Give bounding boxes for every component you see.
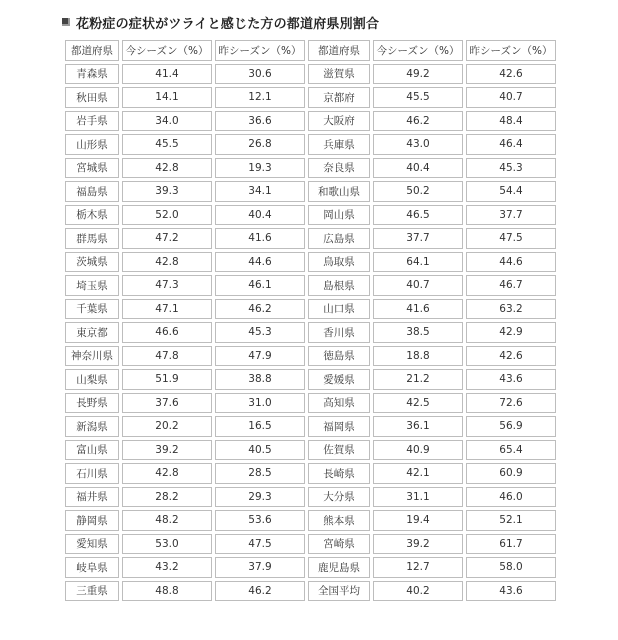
this-season-cell: 20.2: [122, 416, 212, 437]
prefecture-cell: 大分県: [308, 487, 370, 508]
this-season-cell: 46.6: [122, 322, 212, 343]
last-season-cell: 63.2: [466, 299, 556, 320]
this-season-cell: 45.5: [373, 87, 463, 108]
table-row: [65, 87, 556, 108]
last-season-cell: 42.6: [466, 64, 556, 85]
this-season-cell: 47.1: [122, 299, 212, 320]
prefecture-cell: 山梨県: [65, 369, 119, 390]
last-season-cell: 46.4: [466, 134, 556, 155]
last-season-cell: 40.5: [215, 440, 305, 461]
prefecture-cell: 愛媛県: [308, 369, 370, 390]
this-season-cell: 40.4: [373, 158, 463, 179]
header-last-season-left: 昨シーズン（%）: [215, 40, 305, 61]
prefecture-cell: 熊本県: [308, 510, 370, 531]
prefecture-cell: 鳥取県: [308, 252, 370, 273]
last-season-cell: 45.3: [466, 158, 556, 179]
this-season-cell: 28.2: [122, 487, 212, 508]
prefecture-cell: 福岡県: [308, 416, 370, 437]
this-season-cell: 18.8: [373, 346, 463, 367]
prefecture-cell: 秋田県: [65, 87, 119, 108]
prefecture-cell: 福井県: [65, 487, 119, 508]
prefecture-cell: 島根県: [308, 275, 370, 296]
this-season-cell: 47.8: [122, 346, 212, 367]
prefecture-cell: 千葉県: [65, 299, 119, 320]
prefecture-cell: 滋賀県: [308, 64, 370, 85]
table-body: [65, 64, 556, 602]
table-row: [65, 275, 556, 296]
table-row: [65, 346, 556, 367]
this-season-cell: 43.0: [373, 134, 463, 155]
table-row: [65, 134, 556, 155]
prefecture-cell: 大阪府: [308, 111, 370, 132]
last-season-cell: 40.7: [466, 87, 556, 108]
prefecture-cell: 栃木県: [65, 205, 119, 226]
prefecture-cell: 福島県: [65, 181, 119, 202]
prefecture-cell: 茨城県: [65, 252, 119, 273]
this-season-cell: 47.3: [122, 275, 212, 296]
last-season-cell: 58.0: [466, 557, 556, 578]
this-season-cell: 45.5: [122, 134, 212, 155]
prefecture-ratio-table: [62, 37, 559, 604]
last-season-cell: 52.1: [466, 510, 556, 531]
last-season-cell: 36.6: [215, 111, 305, 132]
last-season-cell: 72.6: [466, 393, 556, 414]
prefecture-cell: 鹿児島県: [308, 557, 370, 578]
prefecture-cell: 香川県: [308, 322, 370, 343]
last-season-cell: 54.4: [466, 181, 556, 202]
last-season-cell: 44.6: [466, 252, 556, 273]
prefecture-cell: 群馬県: [65, 228, 119, 249]
prefecture-cell: 岐阜県: [65, 557, 119, 578]
last-season-cell: 43.6: [466, 581, 556, 602]
table-row: [65, 487, 556, 508]
prefecture-cell: 全国平均: [308, 581, 370, 602]
last-season-cell: 41.6: [215, 228, 305, 249]
this-season-cell: 49.2: [373, 64, 463, 85]
this-season-cell: 52.0: [122, 205, 212, 226]
last-season-cell: 16.5: [215, 416, 305, 437]
this-season-cell: 40.7: [373, 275, 463, 296]
this-season-cell: 39.2: [373, 534, 463, 555]
table-row: [65, 228, 556, 249]
last-season-cell: 19.3: [215, 158, 305, 179]
this-season-cell: 51.9: [122, 369, 212, 390]
prefecture-cell: 埼玉県: [65, 275, 119, 296]
header-this-season-left: 今シーズン（%）: [122, 40, 212, 61]
table-row: [65, 393, 556, 414]
prefecture-cell: 青森県: [65, 64, 119, 85]
last-season-cell: 28.5: [215, 463, 305, 484]
last-season-cell: 42.9: [466, 322, 556, 343]
table-row: [65, 111, 556, 132]
last-season-cell: 12.1: [215, 87, 305, 108]
last-season-cell: 29.3: [215, 487, 305, 508]
last-season-cell: 56.9: [466, 416, 556, 437]
prefecture-cell: 高知県: [308, 393, 370, 414]
last-season-cell: 61.7: [466, 534, 556, 555]
prefecture-cell: 新潟県: [65, 416, 119, 437]
last-season-cell: 30.6: [215, 64, 305, 85]
last-season-cell: 45.3: [215, 322, 305, 343]
prefecture-cell: 広島県: [308, 228, 370, 249]
last-season-cell: 47.5: [215, 534, 305, 555]
prefecture-cell: 岡山県: [308, 205, 370, 226]
last-season-cell: 43.6: [466, 369, 556, 390]
last-season-cell: 47.5: [466, 228, 556, 249]
table-row: [65, 322, 556, 343]
prefecture-cell: 岩手県: [65, 111, 119, 132]
table-row: [65, 510, 556, 531]
prefecture-cell: 京都府: [308, 87, 370, 108]
last-season-cell: 42.6: [466, 346, 556, 367]
prefecture-cell: 山口県: [308, 299, 370, 320]
prefecture-cell: 石川県: [65, 463, 119, 484]
this-season-cell: 14.1: [122, 87, 212, 108]
last-season-cell: 65.4: [466, 440, 556, 461]
table-row: [65, 581, 556, 602]
prefecture-cell: 徳島県: [308, 346, 370, 367]
prefecture-cell: 宮崎県: [308, 534, 370, 555]
table-row: [65, 534, 556, 555]
table-row: [65, 463, 556, 484]
this-season-cell: 40.9: [373, 440, 463, 461]
table-row: [65, 181, 556, 202]
last-season-cell: 44.6: [215, 252, 305, 273]
last-season-cell: 48.4: [466, 111, 556, 132]
prefecture-cell: 長野県: [65, 393, 119, 414]
this-season-cell: 48.8: [122, 581, 212, 602]
last-season-cell: 31.0: [215, 393, 305, 414]
table-row: [65, 205, 556, 226]
this-season-cell: 34.0: [122, 111, 212, 132]
prefecture-cell: 兵庫県: [308, 134, 370, 155]
this-season-cell: 37.7: [373, 228, 463, 249]
this-season-cell: 36.1: [373, 416, 463, 437]
this-season-cell: 31.1: [373, 487, 463, 508]
this-season-cell: 41.4: [122, 64, 212, 85]
square-bullet-icon: [62, 18, 70, 26]
last-season-cell: 34.1: [215, 181, 305, 202]
header-prefecture-right: 都道府県: [308, 40, 370, 61]
table-row: [65, 64, 556, 85]
prefecture-cell: 静岡県: [65, 510, 119, 531]
last-season-cell: 46.0: [466, 487, 556, 508]
this-season-cell: 53.0: [122, 534, 212, 555]
table-row: [65, 252, 556, 273]
this-season-cell: 42.8: [122, 158, 212, 179]
prefecture-cell: 長崎県: [308, 463, 370, 484]
table-row: [65, 158, 556, 179]
page-title: 花粉症の症状がツライと感じた方の都道府県別割合: [76, 16, 380, 32]
this-season-cell: 48.2: [122, 510, 212, 531]
title-row: [62, 13, 379, 31]
table-row: [65, 299, 556, 320]
this-season-cell: 46.5: [373, 205, 463, 226]
this-season-cell: 42.5: [373, 393, 463, 414]
last-season-cell: 46.2: [215, 581, 305, 602]
this-season-cell: 21.2: [373, 369, 463, 390]
this-season-cell: 12.7: [373, 557, 463, 578]
table-row: [65, 440, 556, 461]
this-season-cell: 50.2: [373, 181, 463, 202]
last-season-cell: 38.8: [215, 369, 305, 390]
this-season-cell: 39.3: [122, 181, 212, 202]
prefecture-cell: 佐賀県: [308, 440, 370, 461]
last-season-cell: 46.1: [215, 275, 305, 296]
this-season-cell: 42.1: [373, 463, 463, 484]
prefecture-cell: 東京都: [65, 322, 119, 343]
table-row: [65, 557, 556, 578]
table-header-row: [65, 40, 556, 61]
last-season-cell: 37.9: [215, 557, 305, 578]
last-season-cell: 53.6: [215, 510, 305, 531]
this-season-cell: 38.5: [373, 322, 463, 343]
this-season-cell: 42.8: [122, 252, 212, 273]
this-season-cell: 46.2: [373, 111, 463, 132]
this-season-cell: 42.8: [122, 463, 212, 484]
this-season-cell: 43.2: [122, 557, 212, 578]
last-season-cell: 47.9: [215, 346, 305, 367]
prefecture-cell: 奈良県: [308, 158, 370, 179]
last-season-cell: 26.8: [215, 134, 305, 155]
this-season-cell: 47.2: [122, 228, 212, 249]
table-row: [65, 416, 556, 437]
this-season-cell: 41.6: [373, 299, 463, 320]
prefecture-cell: 愛知県: [65, 534, 119, 555]
prefecture-cell: 宮城県: [65, 158, 119, 179]
prefecture-cell: 山形県: [65, 134, 119, 155]
prefecture-cell: 富山県: [65, 440, 119, 461]
last-season-cell: 46.7: [466, 275, 556, 296]
this-season-cell: 39.2: [122, 440, 212, 461]
header-last-season-right: 昨シーズン（%）: [466, 40, 556, 61]
prefecture-cell: 和歌山県: [308, 181, 370, 202]
this-season-cell: 37.6: [122, 393, 212, 414]
last-season-cell: 46.2: [215, 299, 305, 320]
prefecture-cell: 神奈川県: [65, 346, 119, 367]
this-season-cell: 64.1: [373, 252, 463, 273]
this-season-cell: 40.2: [373, 581, 463, 602]
header-prefecture-left: 都道府県: [65, 40, 119, 61]
last-season-cell: 60.9: [466, 463, 556, 484]
header-this-season-right: 今シーズン（%）: [373, 40, 463, 61]
this-season-cell: 19.4: [373, 510, 463, 531]
table-row: [65, 369, 556, 390]
prefecture-cell: 三重県: [65, 581, 119, 602]
last-season-cell: 40.4: [215, 205, 305, 226]
last-season-cell: 37.7: [466, 205, 556, 226]
